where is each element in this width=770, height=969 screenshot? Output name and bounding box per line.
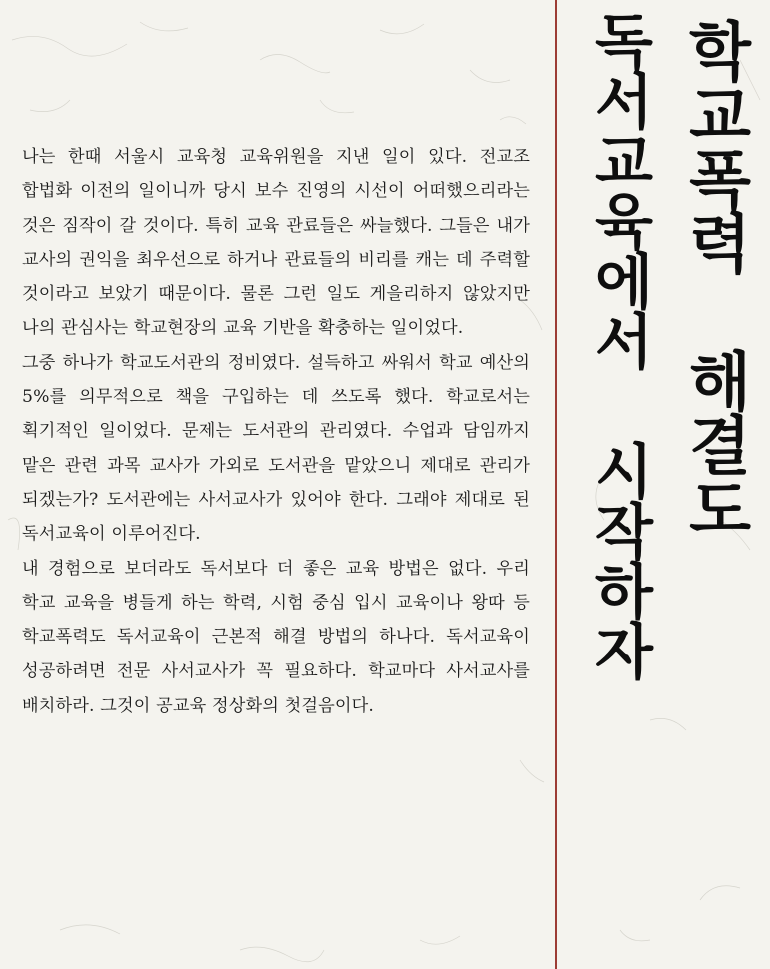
article-body: [22, 140, 530, 723]
red-divider-line: [555, 0, 557, 969]
title-line-1: 학교폭력 해결도: [677, 18, 751, 540]
title-line-2: 독서교육에서 시작하자: [584, 10, 654, 680]
paragraph: 내 경험으로 보더라도 독서보다 더 좋은 교육 방법은 없다. 우리 학교 교육을 병들게 하는 학력, 시험 중심 입시 교육이나 왕따 등 학교폭력도 독서교육이 근본적 해결 방법의 하나다. 독서교육이 성공하려면 전문 사서교사가 꼭 필요하다. 학교마다 사서교사를 배치하라. 그것이 공교육 정상화의 첫걸음이다.: [22, 558, 530, 716]
paragraph: 그중 하나가 학교도서관의 정비였다. 설득하고 싸워서 학교 예산의 5%를 의무적으로 책을 구입하는 데 쓰도록 했다. 학교로서는 획기적인 일이었다. 문제는 도서관의 관리였다. 수업과 담임까지 맡은 관련 과목 교사가 가외로 도서관을 맡았으니 제대로 관리가 되겠는가? 도서관에는 사서교사가 있어야 한다. 그래야 제대로 된 독서교육이 이루어진다.: [22, 352, 530, 545]
paragraph: 나는 한때 서울시 교육청 교육위원을 지낸 일이 있다. 전교조 합법화 이전의 일이니까 당시 보수 진영의 시선이 어떠했으리라는 것은 짐작이 갈 것이다. 특히 교육 관료들은 싸늘했다. 그들은 내가 교사의 권익을 최우선으로 하거나 관료들의 비리를 캐는 데 주력할 것이라고 보았기 때문이다. 물론 그런 일도 게을리하지 않았지만 나의 관심사는 학교현장의 교육 기반을 확충하는 일이었다.: [22, 147, 530, 339]
